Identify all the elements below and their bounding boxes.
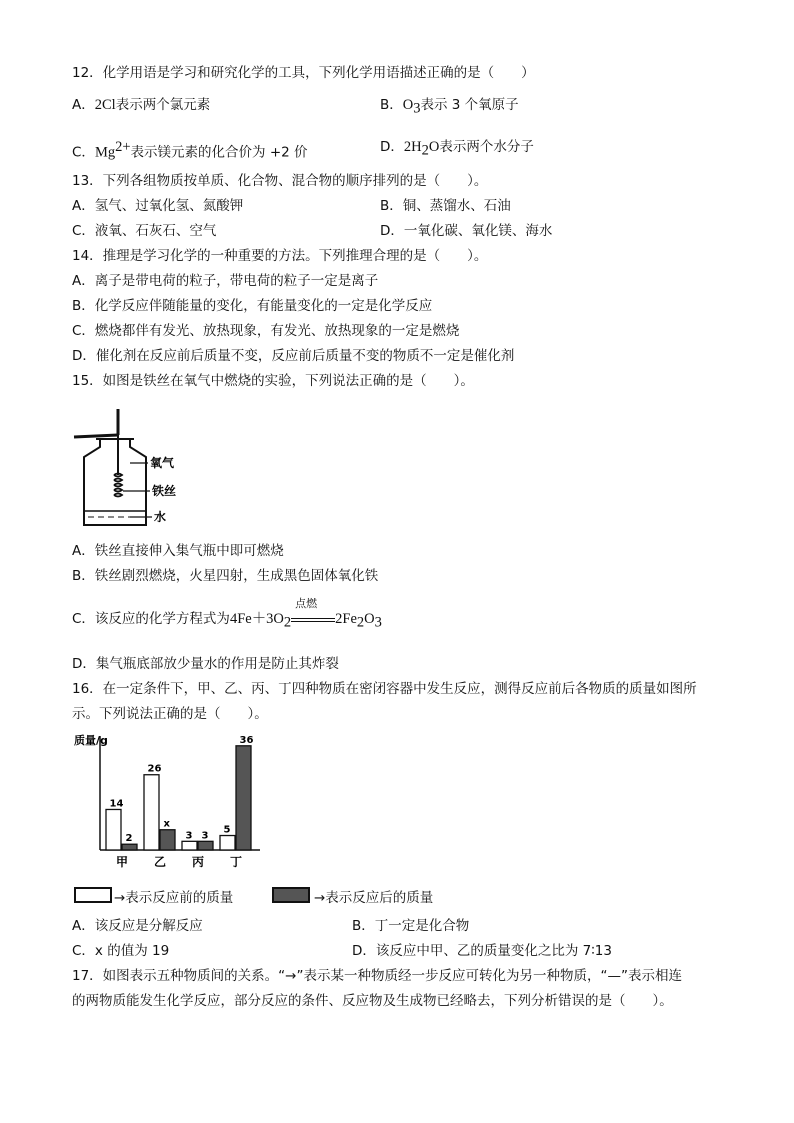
label-oxygen: 氧气 [150,456,175,470]
legend-after-swatch [272,887,310,903]
bar-value-label: 14 [109,798,124,810]
category-label: 乙 [154,855,167,869]
q13-option-a: A．氢气、过氧化氢、氮酸钾 [72,198,244,214]
q12-stem: 12．化学用语是学习和研究化学的工具，下列化学用语描述正确的是（ ） [72,65,535,81]
bar-before-3 [182,841,197,850]
legend-before-label: →表示反应前的质量 [114,890,234,906]
category-label: 甲 [116,855,129,869]
legend-before-swatch [74,887,112,903]
q15-option-a: A．铁丝直接伸入集气瓶中即可燃烧 [72,543,284,559]
bar-before-1 [106,809,121,850]
bar-after-2 [160,830,175,850]
q14-option-b: B．化学反应伴随能量的变化，有能量变化的一定是化学反应 [72,298,433,314]
q16-option-b: B．丁一定是化合物 [352,918,470,934]
q15-option-b: B．铁丝剧烈燃烧，火星四射，生成黑色固体氧化铁 [72,568,379,584]
iron-wire-combustion-figure [70,405,200,530]
bar-value-label: 26 [147,763,162,775]
q15-option-c: C．该反应的化学方程式为$4Fe+3O_2$ 点燃 $2Fe_2O_3$ [72,597,382,631]
q12-option-b: B．$O_3$表示 3 个氧原子 [380,97,519,117]
bar-value-label: 3 [201,830,209,842]
bar-value-label: 2 [125,833,133,845]
q16-stem-line1: 16．在一定条件下，甲、乙、丙、丁四种物质在密闭容器中发生反应，测得反应前后各物质的质量如图所 [72,681,697,697]
q16-option-a: A．该反应是分解反应 [72,918,203,934]
q16-option-d: D．该反应中甲、乙的质量变化之比为 7∶13 [352,943,612,959]
q17-line1: 17．如图表示五种物质间的关系。“→”表示某一种物质经一步反应可转化为另一种物质，“—”表示相连 [72,968,682,984]
q14-option-d: D．催化剂在反应前后质量不变，反应前后质量不变的物质不一定是催化剂 [72,348,515,364]
legend [74,886,494,906]
q14-option-a: A．离子是带电荷的粒子，带电荷的粒子一定是离子 [72,273,379,289]
q15-option-d: D．集气瓶底部放少量水的作用是防止其炸裂 [72,656,339,672]
q13-option-b: B．铜、蒸馏水、石油 [380,198,511,214]
q13-option-d: D．一氧化碳、氧化镁、海水 [380,223,553,239]
q12-option-c: C．$Mg^{2+}$表示镁元素的化合价为 +2 价 [72,139,308,161]
q14-option-c: C．燃烧都伴有发光、放热现象，有发光、放热现象的一定是燃烧 [72,323,460,339]
legend-after-label: →表示反应后的质量 [314,890,434,906]
q15-stem: 15．如图是铁丝在氧气中燃烧的实验，下列说法正确的是（ ）。 [72,373,474,389]
mass-bar-chart [70,730,270,875]
label-iron-wire: 铁丝 [152,484,177,498]
label-water: 水 [154,510,167,524]
q12-option-a: A．2Cl表示两个氯元素 [72,97,211,113]
bar-after-1 [122,844,137,850]
bar-after-4 [236,746,251,850]
q12-option-d: D．$2H_2O$表示两个水分子 [380,139,534,159]
bar-value-label: 36 [239,734,254,746]
bar-value-label: x [163,818,170,830]
bar-before-4 [220,836,235,850]
q16-option-c: C．x 的值为 19 [72,943,170,959]
y-axis-label: 质量/g [74,734,108,747]
bar-value-label: 5 [223,824,231,836]
category-label: 丙 [192,855,205,869]
q13-option-c: C．液氧、石灰石、空气 [72,223,217,239]
bar-value-label: 3 [185,830,193,842]
category-label: 丁 [230,855,243,869]
q16-stem-line2: 示。下列说法正确的是（ ）。 [72,706,268,722]
bar-before-2 [144,775,159,850]
bar-after-3 [198,841,213,850]
q17-line2: 的两物质能发生化学反应，部分反应的条件、反应物及生成物已经略去，下列分析错误的是（ ）。 [72,993,673,1009]
q13-stem: 13．下列各组物质按单质、化合物、混合物的顺序排列的是（ ）。 [72,173,488,189]
reaction-condition: 点燃 [291,610,335,622]
q14-stem: 14．推理是学习化学的一种重要的方法。下列推理合理的是（ ）。 [72,248,488,264]
